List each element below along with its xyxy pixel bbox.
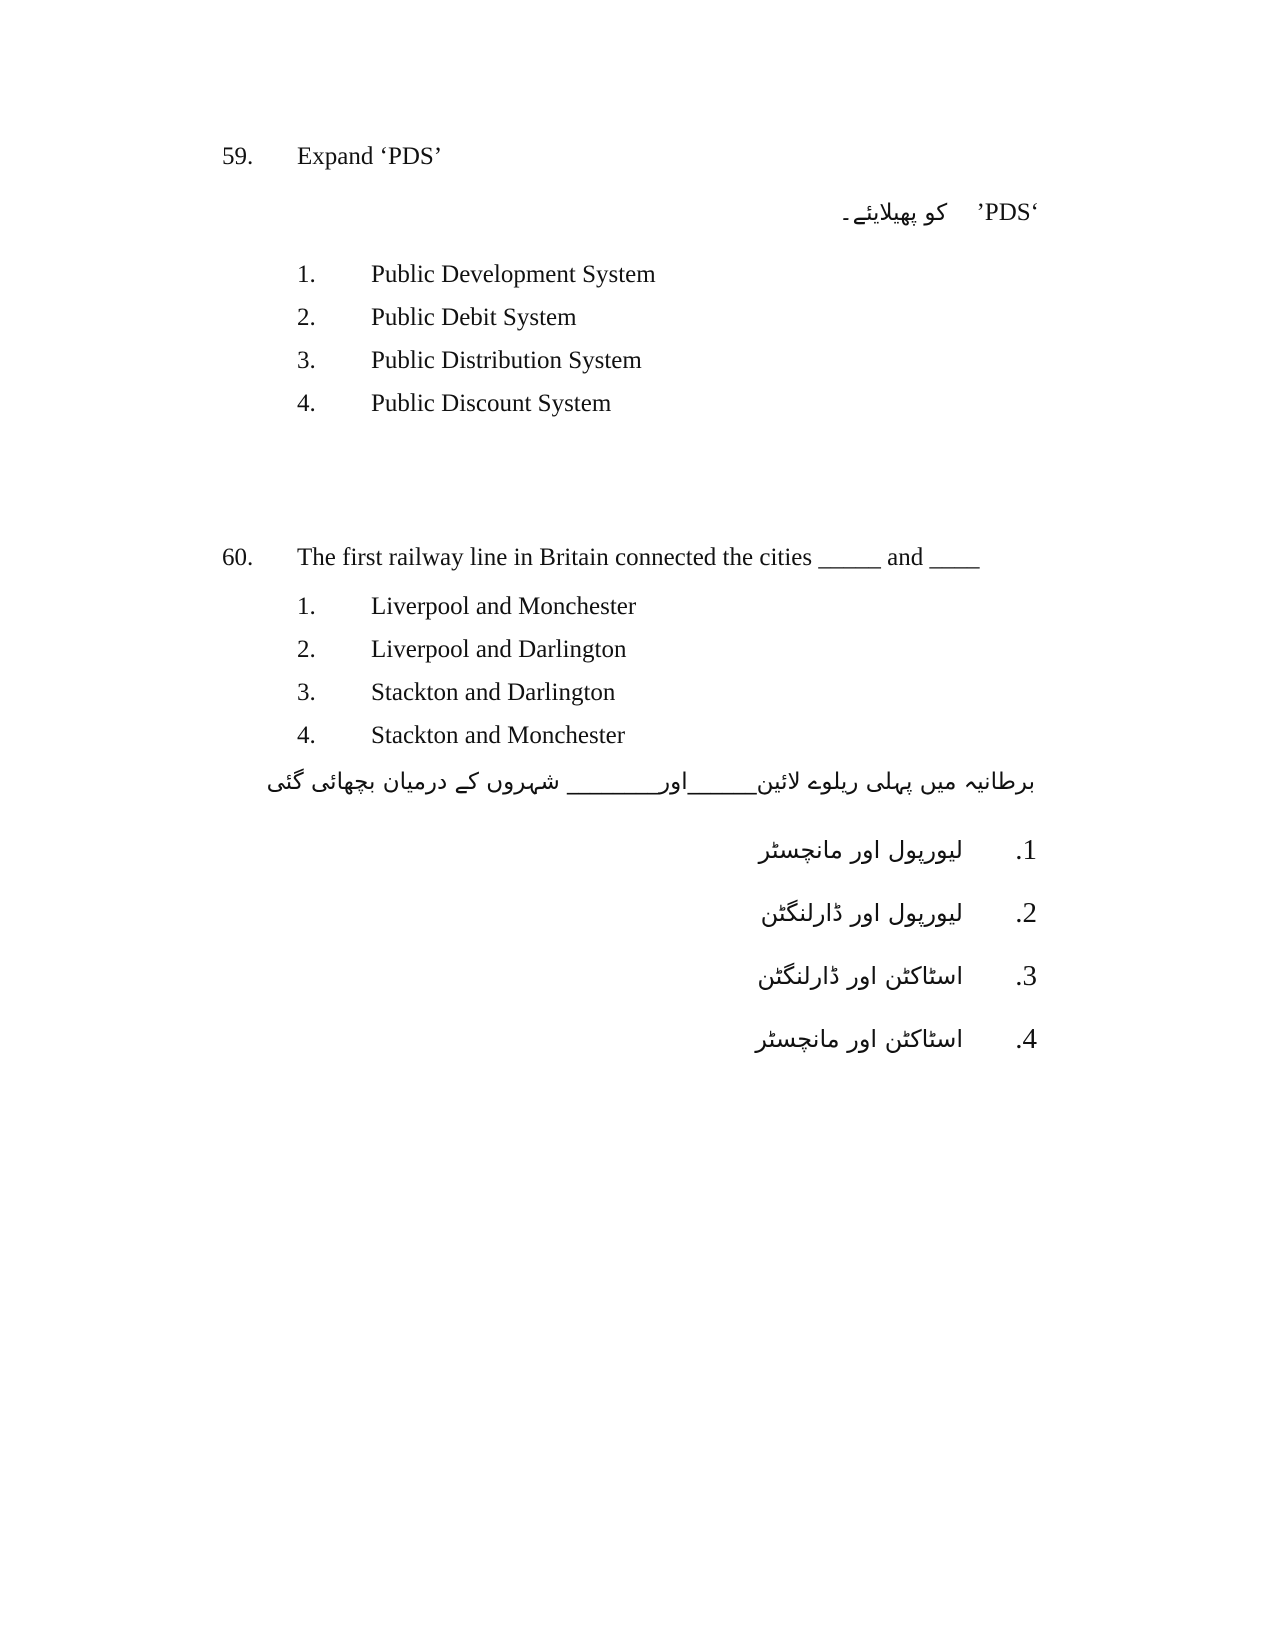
option-text: Public Development System — [371, 261, 656, 288]
option-text-ur: اسٹاکٹن اور ڈارلنگٹن — [757, 962, 963, 990]
question-term: ‘PDS’ — [976, 199, 1039, 226]
option-text-ur: لیورپول اور ڈارلنگٹن — [760, 899, 963, 927]
question-text-en: The first railway line in Britain connected the cities _____ and ____ — [297, 544, 980, 571]
option-number-ur: .4 — [1015, 1023, 1037, 1055]
option-number-ur: .3 — [1015, 960, 1037, 992]
option-text-ur: لیورپول اور مانچسٹر — [758, 836, 963, 864]
question-text-ur-body: کو پھیلایئے۔ — [839, 200, 948, 226]
option-text: Public Distribution System — [371, 347, 642, 374]
option-text: Stackton and Darlington — [371, 679, 616, 706]
option-number-ur: .2 — [1015, 897, 1037, 929]
option-number: 4. — [297, 390, 316, 417]
option-number: 3. — [297, 679, 316, 706]
option-number: 2. — [297, 304, 316, 331]
option-number: 2. — [297, 636, 316, 663]
question-number: 59. — [222, 143, 254, 170]
option-text: Public Discount System — [371, 390, 612, 417]
question-text-en: Expand ‘PDS’ — [297, 143, 443, 170]
option-text: Liverpool and Monchester — [371, 593, 637, 620]
option-number: 1. — [297, 261, 316, 288]
question-text-ur — [839, 196, 1039, 230]
option-text: Liverpool and Darlington — [371, 636, 627, 663]
option-text-ur: اسٹاکٹن اور مانچسٹر — [755, 1025, 963, 1053]
option-number: 1. — [297, 593, 316, 620]
question-text-ur: برطانیہ میں پہلی ریلوے لائین______اور________ شہروں کے درمیان بچھائی گئی — [266, 769, 1035, 795]
option-number: 4. — [297, 722, 316, 749]
option-number-ur: .1 — [1015, 834, 1037, 866]
option-text: Public Debit System — [371, 304, 577, 331]
option-number: 3. — [297, 347, 316, 374]
option-text: Stackton and Monchester — [371, 722, 626, 749]
question-number: 60. — [222, 544, 254, 571]
